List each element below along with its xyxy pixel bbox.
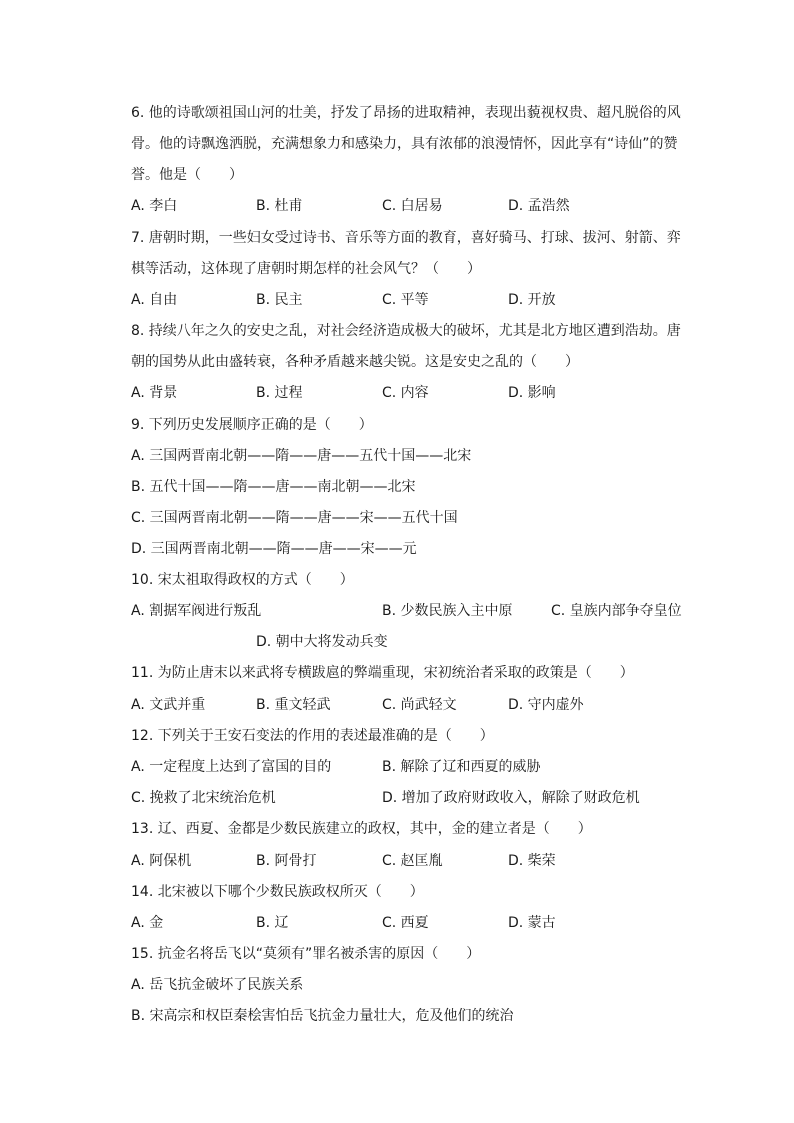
question-13-option-a[interactable]: A. 阿保机 bbox=[131, 853, 192, 869]
question-14-option-b[interactable]: B. 辽 bbox=[256, 915, 289, 931]
question-8-option-b[interactable]: B. 过程 bbox=[256, 385, 303, 401]
question-12-line-1: 12. 下列关于王安石变法的作用的表述最准确的是（ ） bbox=[131, 728, 494, 744]
question-6-option-d[interactable]: D. 孟浩然 bbox=[508, 198, 570, 214]
question-11-option-c[interactable]: C. 尚武轻文 bbox=[382, 697, 457, 713]
question-7-line-2: 棋等活动，这体现了唐朝时期怎样的社会风气？（ ） bbox=[131, 261, 481, 277]
question-8-option-c[interactable]: C. 内容 bbox=[382, 385, 429, 401]
question-6-line-3: 誉。他是（ ） bbox=[131, 167, 243, 183]
question-11-option-b[interactable]: B. 重文轻武 bbox=[256, 697, 331, 713]
question-8-line-1: 8. 持续八年之久的安史之乱，对社会经济造成极大的破坏，尤其是北方地区遭到浩劫。唐 bbox=[131, 323, 681, 339]
question-6-option-c[interactable]: C. 白居易 bbox=[382, 198, 443, 214]
question-7-option-d[interactable]: D. 开放 bbox=[508, 292, 556, 308]
question-12-option-c[interactable]: C. 挽救了北宋统治危机 bbox=[131, 790, 276, 806]
question-7-option-c[interactable]: C. 平等 bbox=[382, 292, 429, 308]
question-6-line-2: 骨。他的诗飘逸洒脱，充满想象力和感染力，具有浓郁的浪漫情怀，因此享有“诗仙”的赞 bbox=[131, 136, 678, 152]
question-7-option-a[interactable]: A. 自由 bbox=[131, 292, 178, 308]
question-9-option-a[interactable]: A. 三国两晋南北朝——隋——唐——五代十国——北宋 bbox=[131, 448, 472, 464]
question-8-option-a[interactable]: A. 背景 bbox=[131, 385, 178, 401]
question-14-line-1: 14. 北宋被以下哪个少数民族政权所灭（ ） bbox=[131, 884, 424, 900]
question-14-option-c[interactable]: C. 西夏 bbox=[382, 915, 429, 931]
question-11-option-a[interactable]: A. 文武并重 bbox=[131, 697, 206, 713]
question-10-option-a[interactable]: A. 割据军阀进行叛乱 bbox=[131, 603, 262, 619]
question-9-option-d[interactable]: D. 三国两晋南北朝——隋——唐——宋——元 bbox=[131, 541, 417, 557]
question-8-line-2: 朝的国势从此由盛转衰，各种矛盾越来越尖锐。这是安史之乱的（ ） bbox=[131, 354, 579, 370]
question-10-option-b[interactable]: B. 少数民族入主中原 bbox=[382, 603, 513, 619]
question-15-option-b[interactable]: B. 宋高宗和权臣秦桧害怕岳飞抗金力量壮大，危及他们的统治 bbox=[131, 1008, 514, 1024]
question-8-option-d[interactable]: D. 影响 bbox=[508, 385, 556, 401]
question-13-option-b[interactable]: B. 阿骨打 bbox=[256, 853, 317, 869]
question-9-line-1: 9. 下列历史发展顺序正确的是（ ） bbox=[131, 417, 373, 433]
question-12-option-b[interactable]: B. 解除了辽和西夏的威胁 bbox=[382, 759, 541, 775]
question-12-option-d[interactable]: D. 增加了政府财政收入，解除了财政危机 bbox=[382, 790, 640, 806]
question-9-option-c[interactable]: C. 三国两晋南北朝——隋——唐——宋——五代十国 bbox=[131, 510, 458, 526]
question-6-line-1: 6. 他的诗歌颂祖国山河的壮美，抒发了昂扬的进取精神，表现出藐视权贵、超凡脱俗的风 bbox=[131, 105, 681, 121]
question-10-option-c[interactable]: C. 皇族内部争夺皇位 bbox=[551, 603, 682, 619]
question-11-option-d[interactable]: D. 守内虚外 bbox=[508, 697, 584, 713]
question-10-option-d[interactable]: D. 朝中大将发动兵变 bbox=[256, 634, 388, 650]
question-14-option-a[interactable]: A. 金 bbox=[131, 915, 164, 931]
question-6-option-b[interactable]: B. 杜甫 bbox=[256, 198, 303, 214]
question-12-option-a[interactable]: A. 一定程度上达到了富国的目的 bbox=[131, 759, 332, 775]
question-15-option-a[interactable]: A. 岳飞抗金破坏了民族关系 bbox=[131, 977, 304, 993]
question-10-line-1: 10. 宋太祖取得政权的方式（ ） bbox=[131, 572, 354, 588]
question-14-option-d[interactable]: D. 蒙古 bbox=[508, 915, 556, 931]
question-13-line-1: 13. 辽、西夏、金都是少数民族建立的政权，其中，金的建立者是（ ） bbox=[131, 821, 592, 837]
question-13-option-d[interactable]: D. 柴荣 bbox=[508, 853, 556, 869]
question-7-line-1: 7. 唐朝时期，一些妇女受过诗书、音乐等方面的教育，喜好骑马、打球、拔河、射箭、弈 bbox=[131, 230, 681, 246]
question-9-option-b[interactable]: B. 五代十国——隋——唐——南北朝——北宋 bbox=[131, 479, 416, 495]
question-11-line-1: 11. 为防止唐末以来武将专横跋扈的弊端重现，宋初统治者采取的政策是（ ） bbox=[131, 665, 634, 681]
question-6-option-a[interactable]: A. 李白 bbox=[131, 198, 178, 214]
question-7-option-b[interactable]: B. 民主 bbox=[256, 292, 303, 308]
question-15-line-1: 15. 抗金名将岳飞以“莫须有”罪名被杀害的原因（ ） bbox=[131, 946, 481, 962]
question-13-option-c[interactable]: C. 赵匡胤 bbox=[382, 853, 443, 869]
